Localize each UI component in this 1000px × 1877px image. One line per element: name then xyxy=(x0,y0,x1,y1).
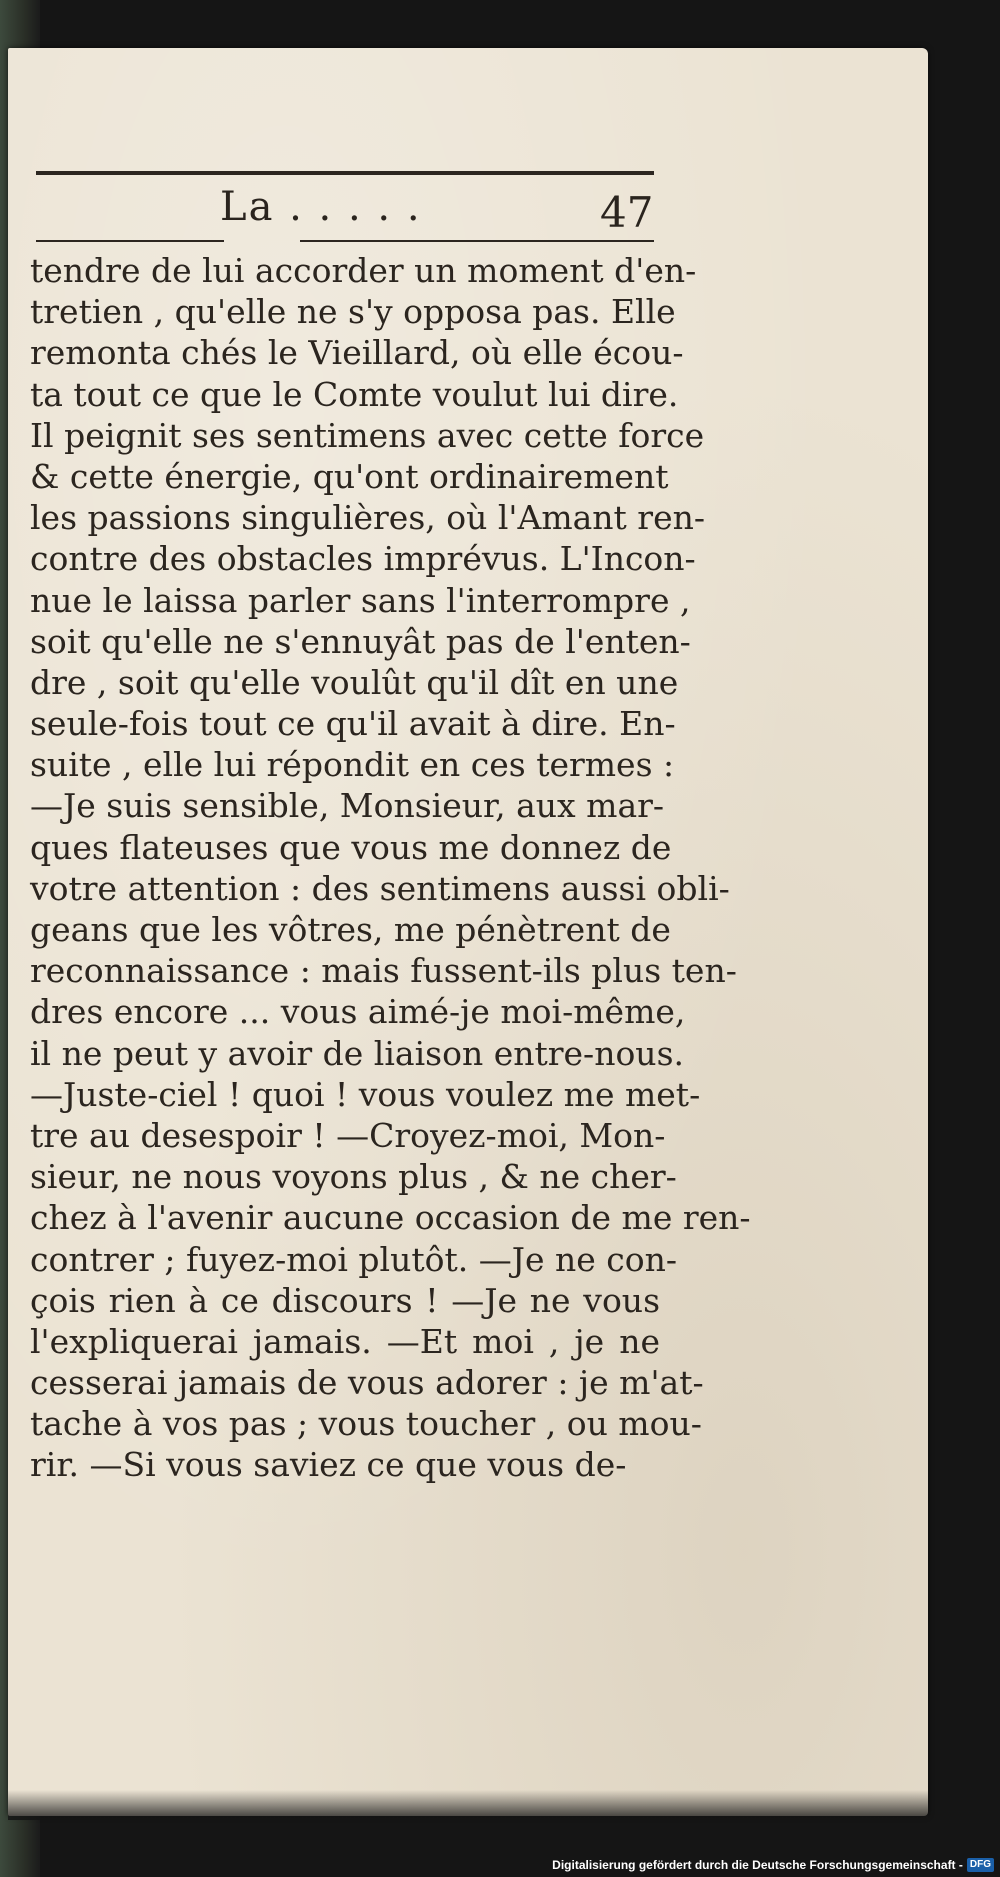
text-line: remonta chés le Vieillard, où elle écou- xyxy=(30,333,684,373)
digitization-credit xyxy=(552,1857,994,1873)
text-line: les passions singulières, où l'Amant ren- xyxy=(30,498,706,538)
header-top-rule xyxy=(36,171,654,175)
page-number: 47 xyxy=(600,188,654,237)
text-line: tre au desespoir ! —Croyez-moi, Mon- xyxy=(30,1115,666,1155)
text-line: & cette énergie, qu'ont ordinairement xyxy=(30,456,669,496)
text-line: contre des obstacles imprévus. L'Incon- xyxy=(30,539,696,579)
header-bottom-rule-left xyxy=(36,240,224,242)
text-line: dre , soit qu'elle voulût qu'il dît en une xyxy=(30,662,679,702)
text-line: tendre de lui accorder un moment d'en- xyxy=(30,251,697,290)
text-line: çois rien à ce discours ! —Je ne vous xyxy=(30,1280,660,1320)
text-line: ques flateuses que vous me donnez de xyxy=(30,827,672,867)
credit-text: Digitalisierung gefördert durch die Deutsche Forschungsgemeinschaft - xyxy=(552,1858,963,1872)
text-line: Il peignit ses sentimens avec cette force xyxy=(30,415,705,455)
text-line: rir. —Si vous saviez ce que vous de- xyxy=(30,1445,627,1485)
running-head: La . . . . . xyxy=(220,184,422,230)
text-line: dres encore ... vous aimé-je moi-même, xyxy=(30,992,686,1032)
text-line: —Je suis sensible, Monsieur, aux mar- xyxy=(30,786,665,826)
text-line: soit qu'elle ne s'ennuyât pas de l'enten- xyxy=(30,621,691,661)
text-line: seule-fois tout ce qu'il avait à dire. En- xyxy=(30,704,676,744)
text-line: ta tout ce que le Comte voulut lui dire. xyxy=(30,374,679,414)
text-line: suite , elle lui répondit en ces termes : xyxy=(30,745,675,785)
header-bottom-rule-right xyxy=(300,240,654,242)
text-line: nue le laissa parler sans l'interrompre , xyxy=(30,580,691,620)
text-line: contrer ; fuyez-moi plutôt. —Je ne con- xyxy=(30,1239,677,1279)
text-line: sieur, ne nous voyons plus , & ne cher- xyxy=(30,1157,677,1197)
text-line: tretien , qu'elle ne s'y opposa pas. Elle xyxy=(30,292,676,332)
dfg-logo: DFG xyxy=(967,1858,994,1872)
text-line: il ne peut y avoir de liaison entre-nous. xyxy=(30,1033,684,1073)
text-line: geans que les vôtres, me pénètrent de xyxy=(30,910,671,949)
text-line: chez à l'avenir aucune occasion de me ren- xyxy=(30,1198,751,1238)
text-line: tache à vos pas ; vous toucher , ou mou- xyxy=(30,1404,702,1444)
text-line: cesserai jamais de vous adorer : je m'at- xyxy=(30,1363,704,1403)
body-text xyxy=(30,250,751,1486)
text-line: l'expliquerai jamais. —Et moi , je ne xyxy=(30,1321,660,1361)
text-line: —Juste-ciel ! quoi ! vous voulez me met- xyxy=(30,1074,701,1114)
page-bottom-shadow xyxy=(8,1790,928,1820)
text-line: reconnaissance : mais fussent-ils plus ten- xyxy=(30,951,737,991)
text-line: votre attention : des sentimens aussi obli- xyxy=(30,868,730,908)
